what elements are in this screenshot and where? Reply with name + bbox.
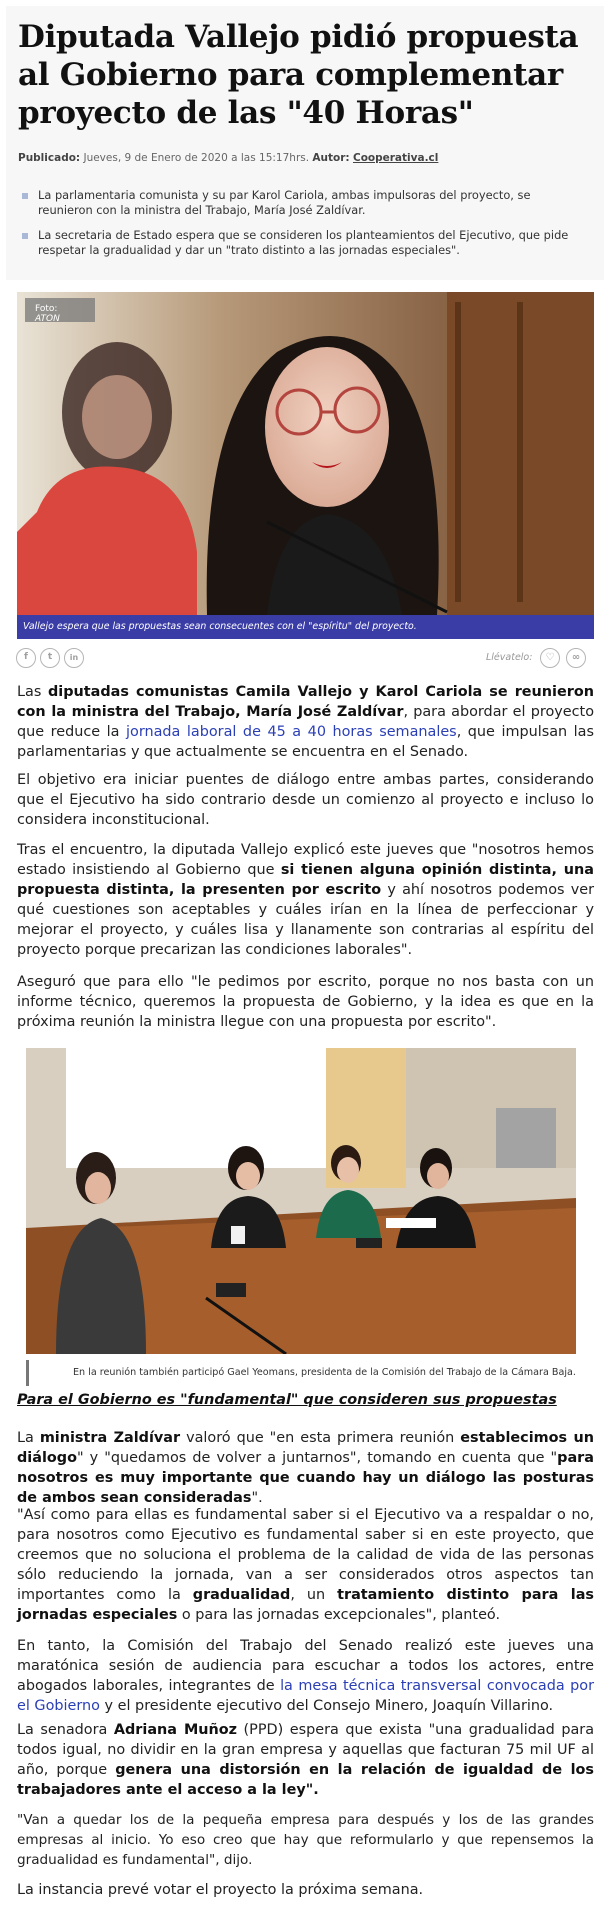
text: , que impulsan las parlamentarias y que actualmente se encuentra en el Senado. [17, 724, 594, 760]
text: Tras el encuentro, la diputada Vallejo explicó este jueves que "nosotros hemos estado insistiendo al Gobierno que [17, 842, 594, 878]
hero-photo-illustration [17, 292, 594, 615]
published-label: Publicado: [18, 152, 81, 164]
text: " y "quedamos de volver a juntarnos", tomando en cuenta que " [76, 1450, 558, 1466]
photo-credit [25, 298, 95, 322]
published-date: Jueves, 9 de Enero de 2020 a las 15:17hrs. [83, 152, 310, 164]
paragraph [17, 1636, 594, 1716]
text: En tanto, la Comisión del Trabajo del Senado realizó este jueves una maratónica sesión de audiencia para escuchar a todos los actores, entre abogados laborales, integrantes de [17, 1638, 594, 1694]
bullet-icon [22, 193, 28, 199]
paragraph [17, 1505, 594, 1625]
bold-text: establecimos un diálogo [17, 1430, 594, 1466]
text: Las [17, 684, 48, 700]
heart-icon[interactable]: ♡ [540, 648, 560, 668]
paragraph: El objetivo era iniciar puentes de diálogo entre ambas partes, considerando que el Ejecutivo ha sido contrario desde un comienzo al proyecto e incluso lo considera inconstitucional. [17, 772, 594, 828]
facebook-icon[interactable]: f [16, 648, 36, 668]
link-icon[interactable]: ∞ [566, 648, 586, 668]
article-link[interactable]: jornada laboral de 45 a 40 horas semanales [126, 724, 457, 740]
article-meta [18, 152, 438, 164]
share-toolbar [16, 648, 594, 672]
bold-text: ministra Zaldívar [39, 1430, 181, 1446]
paragraph: Aseguró que para ello "le pedimos por escrito, porque no nos basta con un informe técnico, queremos la propuesta de Gobierno, y la idea es que en la próxima reunión la ministra llegue con una propuesta por escrito". [17, 974, 594, 1030]
text: , para abordar el proyecto que reduce la [17, 704, 594, 740]
author-label: Autor: [312, 152, 350, 164]
summary-item [18, 228, 578, 258]
text: ". [251, 1490, 263, 1506]
llevatelo-label: Llévatelo: [486, 652, 533, 663]
article-title: Diputada Vallejo pidió propuesta al Gobierno para complementar proyecto de las "40 Horas" [18, 19, 579, 131]
bold-text: tratamiento distinto para las jornadas especiales [17, 1587, 595, 1623]
bold-text: genera una distorsión en la relación de igualdad de los trabajadores ante el acceso a la ley". [17, 1762, 594, 1798]
paragraph: La instancia prevé votar el proyecto la próxima semana. [17, 1882, 424, 1898]
text: , un [290, 1587, 338, 1603]
article-link[interactable]: la mesa técnica transversal convocada por el Gobierno [17, 1678, 594, 1714]
bold-text: para nosotros es muy importante que cuando hay un diálogo las posturas de ambos sean consideradas [17, 1450, 594, 1506]
section-subheading: Para el Gobierno es "fundamental" que consideren sus propuestas [17, 1392, 557, 1408]
linkedin-icon[interactable]: in [64, 648, 84, 668]
text: valoró que "en esta primera reunión [180, 1430, 461, 1446]
hero-caption: Vallejo espera que las propuestas sean consecuentes con el "espíritu" del proyecto. [17, 615, 594, 639]
summary-text: La parlamentaria comunista y su par Karol Cariola, ambas impulsoras del proyecto, se reunieron con la ministra del Trabajo, María José Zaldívar. [38, 188, 531, 217]
author-link[interactable]: Cooperativa.cl [352, 152, 439, 164]
meeting-photo-caption: En la reunión también participó Gael Yeomans, presidenta de la Comisión del Trabajo de la Cámara Baja. [26, 1360, 586, 1386]
credit-source: ATON [35, 314, 60, 324]
paragraph [17, 682, 594, 762]
text: y el presidente ejecutivo del Consejo Minero, Joaquín Villarino. [99, 1698, 554, 1714]
paragraph: "Van a quedar los de la pequeña empresa para después y los de las grandes empresas al inicio. Yo eso creo que hay que reformularlo y que repensemos la gradualidad es fundamental", dijo. [17, 1812, 594, 1868]
hero-photo[interactable] [17, 292, 594, 639]
text: "Así como para ellas es fundamental saber si el Ejecutivo va a respaldar o no, para nosotros como Ejecutivo es fundamental saber si en este proyecto, que creemos que no soluciona el problema de la calidad de vida de las personas sólo reduciendo la jornada, van a ser considerados otros aspectos tan importantes como la [17, 1507, 594, 1603]
meeting-photo-illustration [26, 1048, 576, 1354]
paragraph [17, 1428, 594, 1508]
bold-text: Adriana Muñoz [113, 1722, 238, 1738]
bold-text: si tienen alguna opinión distinta, una propuesta distinta, la presenten por escrito [17, 862, 594, 898]
text: La senadora [17, 1722, 114, 1738]
text: y ahí nosotros podemos ver qué cuestiones son aceptables y cuáles irían en la línea de perfeccionar y mejorar el proyecto, y cuáles lisa y llanamente son contrarias al espíritu del proyecto porque precarizan las condiciones laborales". [17, 882, 594, 958]
paragraph [17, 1720, 594, 1800]
bullet-icon [22, 233, 28, 239]
bold-text: diputadas comunistas Camila Vallejo y Karol Cariola se reunieron con la ministra del Trabajo, María José Zaldívar [17, 684, 594, 720]
text: (PPD) espera que exista "una gradualidad para todos igual, no dividir en la gran empresa y aquellas que facturan 75 mil UF al año, porque [17, 1722, 595, 1778]
summary-item [18, 188, 578, 218]
text: La [17, 1430, 40, 1446]
bold-text: gradualidad [192, 1587, 291, 1603]
article-summary [18, 188, 578, 268]
paragraph [17, 840, 594, 960]
meeting-photo[interactable] [26, 1048, 576, 1354]
text: o para las jornadas excepcionales", planteó. [177, 1607, 501, 1623]
credit-label: Foto: [35, 304, 58, 314]
twitter-icon[interactable]: t [40, 648, 60, 668]
summary-text: La secretaria de Estado espera que se consideren los planteamientos del Ejecutivo, que pide respetar la gradualidad y dar un "trato distinto a las jornadas especiales". [38, 228, 569, 257]
